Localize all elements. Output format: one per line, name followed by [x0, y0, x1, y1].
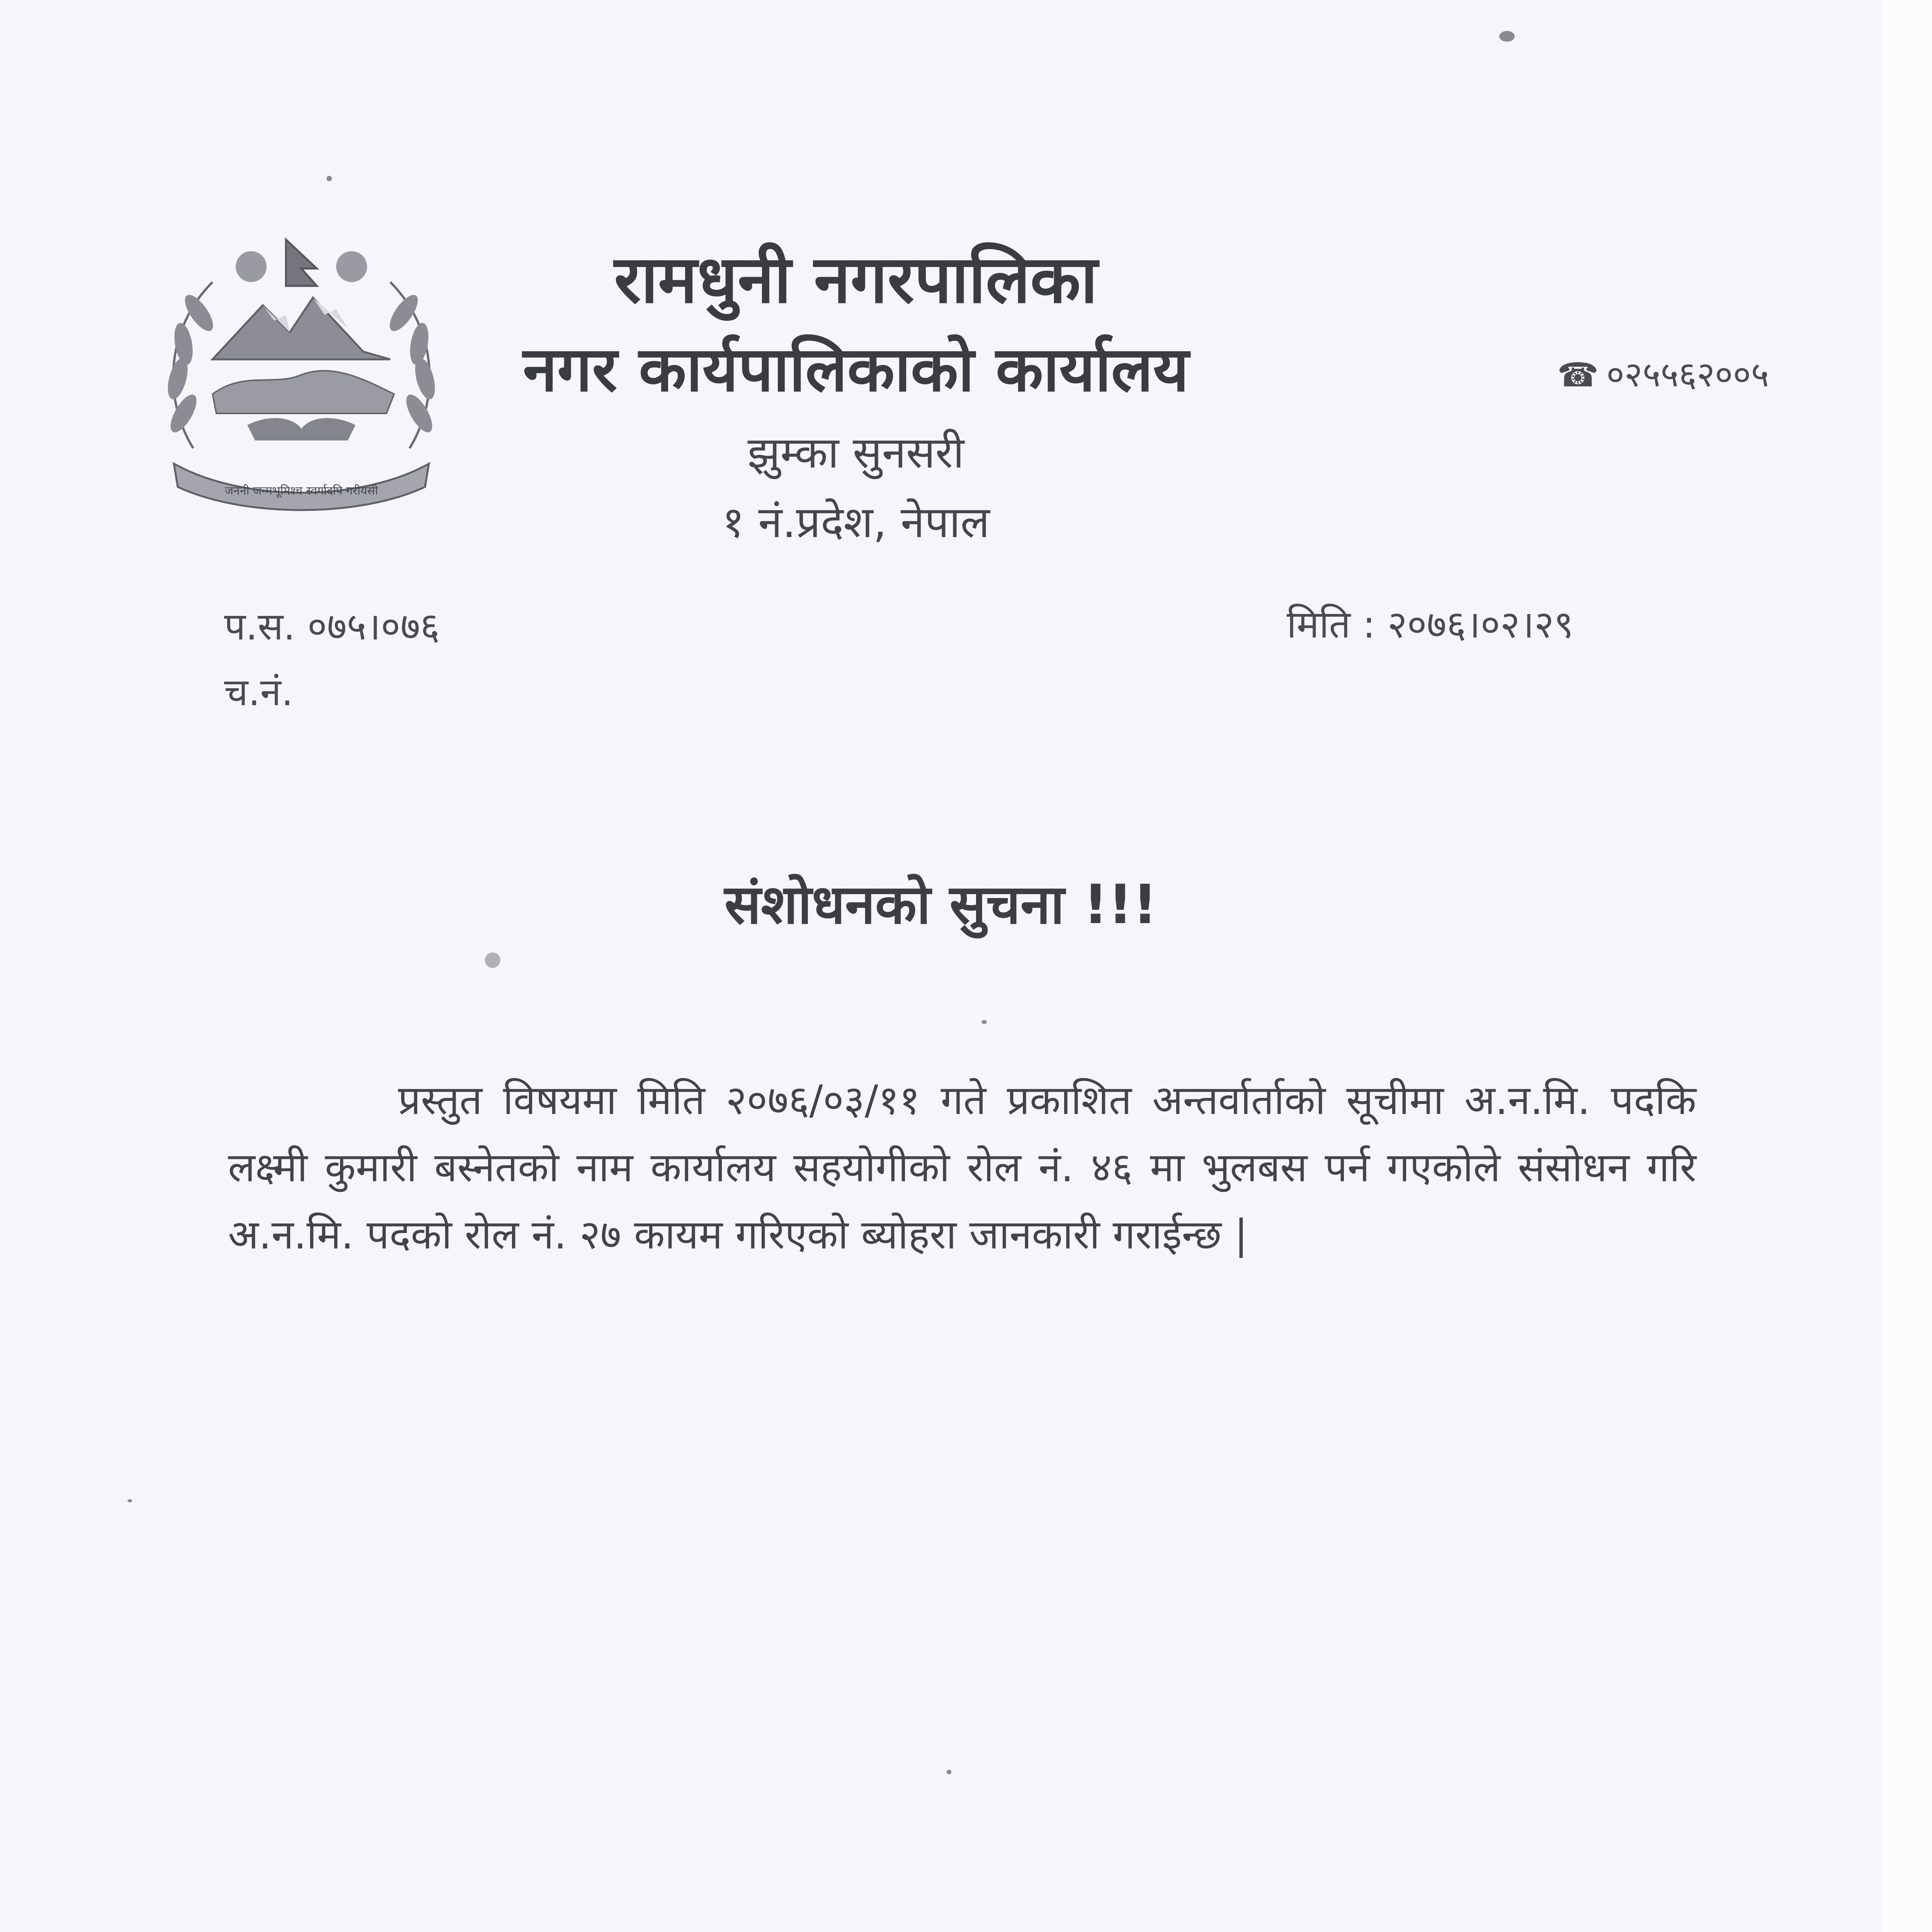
notice-body: प्रस्तुत विषयमा मिति २०७६/०३/११ गते प्रकाशित अन्तर्वार्ताको सूचीमा अ.न.मि. पदकि लक्ष्मी कुमारी बस्नेतको नाम कार्यालय सहयोगीको रोल नं. ४६ मा भुलबस पर्न गएकोले संसोधन गरि अ.न.मि. पदको रोल नं. २७ कायम गरिएको ब्योहरा जानकारी गराईन्छ |	[228, 1077, 1696, 1258]
scan-speck	[1499, 31, 1515, 42]
dispatch-number: च.नं.	[224, 670, 293, 714]
notice-title: संशोधनको सुचना !!!	[724, 873, 1158, 936]
page-edge	[1882, 0, 1932, 1932]
letter-date: मिति : २०७६।०२।२९	[1287, 603, 1574, 647]
scan-speck	[981, 1020, 987, 1024]
address-line-1: झुम्का सुनसरी	[747, 428, 964, 478]
phone-text: ०२५५६२००५	[1606, 354, 1769, 395]
letter-number: प.स. ०७५।०७६	[224, 605, 440, 649]
municipality-name: रामधुनी नगरपालिका	[614, 242, 1098, 318]
scan-speck	[128, 1499, 132, 1502]
phone-number	[1557, 350, 1769, 397]
scan-speck	[327, 176, 332, 181]
emblem-caption: जननी जन्मभूमिश्च स्वर्गादपि गरीयसी	[224, 484, 378, 498]
address-line-2: १ नं.प्रदेश, नेपाल	[722, 497, 990, 548]
scan-speck	[947, 1770, 951, 1774]
scan-speck	[485, 952, 500, 968]
office-name: नगर कार्यपालिकाको कार्यालय	[523, 333, 1189, 405]
telephone-icon: ☎	[1557, 356, 1599, 395]
